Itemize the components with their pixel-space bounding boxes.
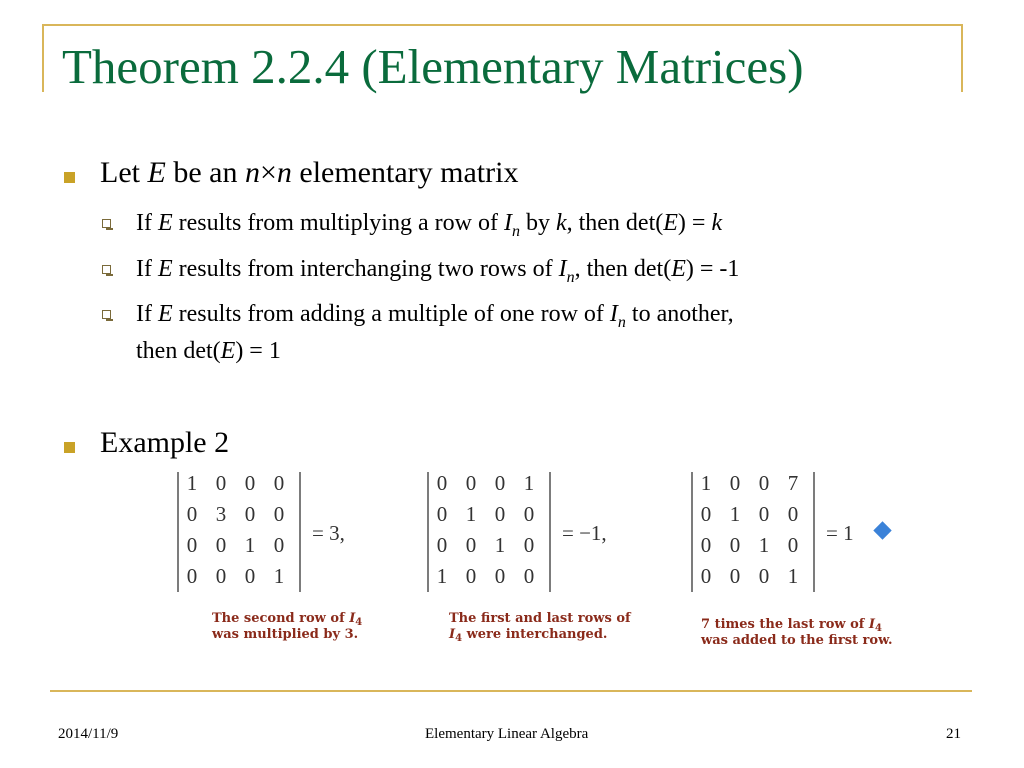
matrix-entry: 1 — [273, 564, 285, 588]
text: results from interchanging two rows of — [172, 256, 559, 282]
text: were interchanged. — [462, 627, 608, 643]
sub-bullet-add-multiple-cont — [136, 336, 281, 366]
bullet-marker — [64, 172, 75, 183]
text: If — [136, 210, 158, 236]
matrix-entry: 0 — [758, 471, 770, 495]
matrix-entry: 0 — [729, 471, 741, 495]
matrix-entry: 0 — [273, 533, 285, 557]
matrix-entry: 0 — [273, 471, 285, 495]
text: If — [136, 256, 158, 282]
text: 7 times the last row of — [701, 617, 869, 632]
matrix-entry: 0 — [787, 533, 799, 557]
matrix-entry: 0 — [700, 533, 712, 557]
matrix-entry: 1 — [729, 502, 741, 526]
determinant-matrix-2 — [420, 470, 630, 600]
sub-bullet-marker — [102, 265, 111, 274]
matrix-entry: 7 — [787, 471, 799, 495]
text: ) = — [677, 210, 712, 236]
sub-bullet-marker — [102, 310, 111, 319]
matrix-entry: 1 — [700, 471, 712, 495]
bullet-example: Example 2 — [100, 426, 230, 459]
sub-bullet-interchange — [136, 254, 739, 284]
matrix-entry: 0 — [215, 533, 227, 557]
matrix-entry: 0 — [186, 533, 198, 557]
text: If — [136, 301, 158, 327]
var-e: E — [157, 210, 173, 236]
determinant-matrix-1 — [170, 470, 370, 600]
var-i: I — [609, 301, 618, 327]
var-e: E — [671, 256, 686, 282]
matrix-entry: 0 — [244, 471, 256, 495]
matrix-entry: 1 — [758, 533, 770, 557]
matrix-entry: 0 — [465, 471, 477, 495]
matrix-entry: 1 — [244, 533, 256, 557]
matrix-entry: 0 — [494, 564, 506, 588]
determinant-matrix-3 — [684, 470, 884, 600]
determinant-value: = 1 — [826, 521, 854, 545]
footer-course: Elementary Linear Algebra — [425, 726, 589, 742]
text: was multiplied by 3. — [212, 627, 359, 643]
matrix-entry: 0 — [215, 471, 227, 495]
matrix-entry: 1 — [787, 564, 799, 588]
var-k: k — [711, 210, 723, 236]
matrix-entry: 3 — [215, 502, 227, 526]
matrix-entry: 0 — [436, 533, 448, 557]
matrix-entry: 1 — [494, 533, 506, 557]
matrix-entry: 0 — [523, 533, 535, 557]
footer-rule — [50, 690, 972, 692]
matrix-entry: 0 — [494, 471, 506, 495]
text: The first and last rows of — [449, 611, 631, 626]
subscript: 4 — [874, 623, 882, 634]
var-i: I — [349, 611, 356, 626]
matrix-entry: 0 — [436, 502, 448, 526]
frame-top-rule — [42, 24, 963, 26]
var-n: n — [244, 156, 260, 189]
matrix-entry: 1 — [465, 502, 477, 526]
determinant-value: = 3, — [312, 521, 345, 545]
var-e: E — [157, 301, 173, 327]
var-e: E — [663, 210, 678, 236]
matrix-entry: 0 — [273, 502, 285, 526]
frame-right-rule — [961, 24, 963, 92]
matrix-entry: 0 — [436, 471, 448, 495]
bullet-let-e — [100, 156, 518, 191]
text: was added to the first row. — [701, 633, 893, 649]
matrix-entry: 0 — [729, 533, 741, 557]
matrix-entry: 0 — [186, 502, 198, 526]
subscript-n: n — [566, 269, 575, 286]
text: to another, — [625, 301, 734, 327]
sub-bullet-multiply — [136, 208, 722, 238]
var-n: n — [276, 156, 292, 189]
text: results from multiplying a row of — [172, 210, 504, 236]
matrix-entry: 0 — [700, 564, 712, 588]
matrix-entry: 0 — [494, 502, 506, 526]
subscript: 4 — [355, 617, 363, 628]
determinant-value: = −1, — [562, 521, 607, 545]
var-i: I — [503, 210, 512, 236]
matrix-entry: 0 — [186, 564, 198, 588]
slide-title: Theorem 2.2.4 (Elementary Matrices) — [62, 39, 804, 94]
subscript: 4 — [455, 633, 463, 645]
matrix-entry: 0 — [465, 564, 477, 588]
matrix-entry: 0 — [523, 564, 535, 588]
var-k: k — [555, 210, 567, 236]
text: , then det( — [574, 256, 672, 282]
matrix-entry: 0 — [523, 502, 535, 526]
var-i: I — [449, 627, 456, 643]
sub-bullet-marker — [102, 219, 111, 228]
caption-matrix-3 — [701, 617, 892, 650]
footer-page-number: 21 — [946, 726, 961, 742]
var-e: E — [157, 256, 173, 282]
caption-matrix-2 — [449, 611, 631, 644]
text: elementary matrix — [291, 156, 519, 189]
matrix-entry: 0 — [729, 564, 741, 588]
times-sign: × — [259, 156, 277, 189]
matrix-entry: 0 — [787, 502, 799, 526]
text: ) = -1 — [685, 256, 740, 282]
text: by — [519, 210, 556, 236]
var-i: I — [868, 617, 875, 632]
caption-matrix-1 — [212, 611, 362, 644]
var-e: E — [147, 156, 166, 189]
matrix-entry: 0 — [244, 502, 256, 526]
text: ) = 1 — [235, 338, 281, 364]
text: then det( — [136, 338, 221, 364]
var-e: E — [220, 338, 236, 364]
text: be an — [165, 156, 245, 189]
matrix-entry: 0 — [700, 502, 712, 526]
sub-bullet-add-multiple — [136, 299, 734, 329]
text: results from adding a multiple of one row of — [172, 301, 610, 327]
matrix-entry: 1 — [436, 564, 448, 588]
subscript-n: n — [617, 314, 626, 331]
matrix-entry: 0 — [465, 533, 477, 557]
matrix-entry: 0 — [215, 564, 227, 588]
text: , then det( — [566, 210, 664, 236]
footer-date: 2014/11/9 — [58, 726, 119, 742]
bullet-marker — [64, 442, 75, 453]
matrix-entry: 0 — [244, 564, 256, 588]
matrix-entry: 1 — [523, 471, 535, 495]
matrix-entry: 1 — [186, 471, 198, 495]
matrix-entry: 0 — [758, 564, 770, 588]
text: The second row of — [212, 611, 350, 626]
text: Let — [100, 156, 148, 189]
var-i: I — [558, 256, 567, 282]
subscript-n: n — [511, 223, 520, 240]
matrix-entry: 0 — [758, 502, 770, 526]
frame-left-rule — [42, 24, 44, 92]
